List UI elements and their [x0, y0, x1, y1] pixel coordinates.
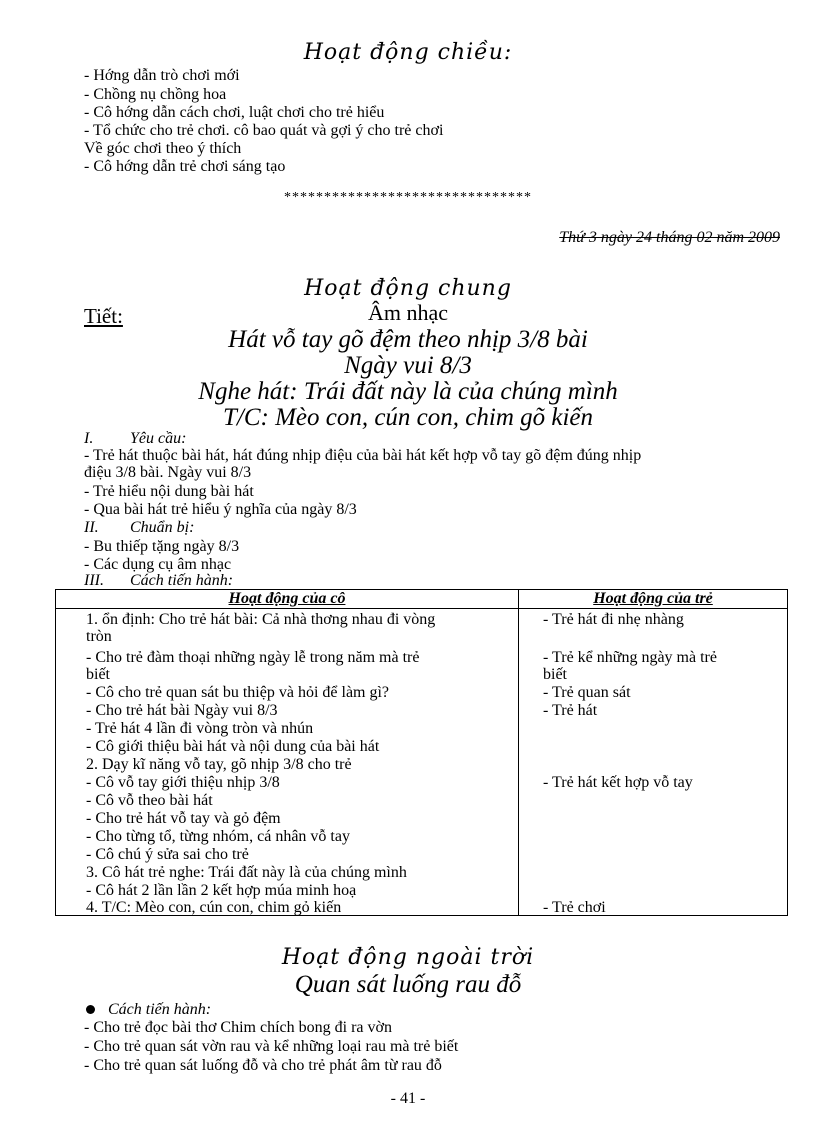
- teacher-row: - Trẻ hát 4 lần đi vòng tròn và nhún: [86, 720, 314, 737]
- separator: *******************************: [284, 190, 532, 205]
- teacher-row: - Cho trẻ đàm thoại những ngày lễ trong năm mà trẻ: [86, 649, 420, 666]
- teacher-column-header: Hoạt động của cô: [56, 590, 519, 609]
- tiet-label: Tiết:: [84, 304, 123, 328]
- general-heading: Hoạt động chung: [304, 276, 512, 301]
- requirement-item: - Trẻ hiểu nội dung bài hát: [84, 483, 254, 500]
- page-number: - 41 -: [390, 1090, 426, 1107]
- child-row: biết: [543, 666, 567, 683]
- bullet-icon: [86, 1005, 95, 1014]
- section-number: I.: [84, 430, 94, 447]
- teacher-row: 4. T/C: Mèo con, cún con, chim gỏ kiến: [86, 899, 342, 916]
- outdoor-item: - Cho trẻ quan sát vờn rau và kể những loại rau mà trẻ biết: [84, 1038, 459, 1055]
- teacher-row: - Cho trẻ hát bài Ngày vui 8/3: [86, 702, 278, 719]
- teacher-row: - Cô chú ý sửa sai cho trẻ: [86, 846, 249, 863]
- teacher-row: - Cô vỗ tay giới thiệu nhịp 3/8: [86, 774, 280, 791]
- lesson-title-line: T/C: Mèo con, cún con, chim gõ kiến: [222, 404, 594, 431]
- outdoor-item: - Cho trẻ quan sát luống đỗ và cho trẻ phát âm từ rau đỗ: [84, 1057, 442, 1074]
- lesson-title-line: Ngày vui 8/3: [344, 352, 472, 379]
- afternoon-item: Về góc chơi theo ý thích: [84, 140, 242, 157]
- afternoon-item: - Cô hớng dẫn cách chơi, luật chơi cho trẻ hiểu: [84, 104, 385, 121]
- lesson-title-line: Nghe hát: Trái đất này là của chúng mình: [198, 378, 618, 405]
- requirement-item: - Qua bài hát trẻ hiểu ý nghĩa của ngày 8/3: [84, 501, 357, 518]
- preparation-item: - Bu thiếp tặng ngày 8/3: [84, 538, 240, 555]
- section-number: II.: [84, 519, 99, 536]
- requirement-item: điệu 3/8 bài. Ngày vui 8/3: [84, 464, 252, 481]
- teacher-row: - Cô cho trẻ quan sát bu thiệp và hỏi để làm gì?: [86, 684, 390, 701]
- outdoor-item: - Cho trẻ đọc bài thơ Chim chích bong đi ra vờn: [84, 1019, 392, 1036]
- outdoor-heading: Hoạt động ngoài trời: [281, 945, 535, 970]
- section-number: III.: [84, 572, 104, 589]
- section-title: Chuẩn bị:: [130, 519, 195, 536]
- child-column: [519, 609, 788, 916]
- teacher-column: [56, 609, 519, 916]
- outdoor-title: Quan sát luống rau đỗ: [294, 971, 522, 998]
- teacher-row: 1. ổn định: Cho trẻ hát bài: Cả nhà thơng nhau đi vòng: [86, 611, 436, 628]
- teacher-row: tròn: [86, 628, 112, 645]
- section-title: Yêu cầu:: [130, 430, 187, 447]
- activity-table: [55, 589, 788, 916]
- child-row: - Trẻ hát kết hợp vỗ tay: [543, 774, 693, 791]
- teacher-row: - Cô giới thiệu bài hát và nội dung của bài hát: [86, 738, 380, 755]
- teacher-row: 3. Cô hát trẻ nghe: Trái đất này là của chúng mình: [86, 864, 407, 881]
- afternoon-item: - Hớng dẫn trò chơi mới: [84, 67, 240, 84]
- teacher-row: - Cô vỗ theo bài hát: [86, 792, 213, 809]
- child-row: - Trẻ hát: [543, 702, 598, 719]
- teacher-row: - Cho trẻ hát vỗ tay và gỏ đệm: [86, 810, 281, 827]
- child-row: - Trẻ kể những ngày mà trẻ: [543, 649, 717, 666]
- date-line: Thứ 3 ngày 24 tháng 02 năm 2009: [559, 229, 780, 246]
- afternoon-heading: Hoạt động chiều:: [303, 40, 513, 65]
- method-label: Cách tiến hành:: [108, 1001, 212, 1018]
- afternoon-item: - Cô hớng dẫn trẻ chơi sáng tạo: [84, 158, 286, 175]
- child-row: - Trẻ chơi: [543, 899, 606, 916]
- afternoon-item: - Tổ chức cho trẻ chơi. cô bao quát và gợi ý cho trẻ chơi: [84, 122, 444, 139]
- child-column-header: Hoạt động của trẻ: [519, 590, 788, 609]
- lesson-title-line: Hát vỗ tay gõ đệm theo nhịp 3/8 bài: [228, 326, 588, 353]
- child-row: - Trẻ quan sát: [543, 684, 631, 701]
- teacher-row: - Cho từng tổ, từng nhóm, cá nhân vỗ tay: [86, 828, 350, 845]
- teacher-row: 2. Dạy kĩ năng vỗ tay, gõ nhịp 3/8 cho trẻ: [86, 756, 352, 773]
- requirement-item: - Trẻ hát thuộc bài hát, hát đúng nhịp điệu của bài hát kết hợp vỗ tay gõ đệm đúng nhịp: [84, 447, 642, 464]
- teacher-row: - Cô hát 2 lần lần 2 kết hợp múa minh hoạ: [86, 882, 357, 899]
- section-title: Cách tiến hành:: [130, 572, 234, 589]
- subject-title: Âm nhạc: [367, 300, 449, 325]
- afternoon-item: - Chồng nụ chồng hoa: [84, 86, 227, 103]
- preparation-item: - Các dụng cụ âm nhạc: [84, 556, 232, 573]
- teacher-row: biết: [86, 666, 110, 683]
- child-row: - Trẻ hát đi nhẹ nhàng: [543, 611, 684, 628]
